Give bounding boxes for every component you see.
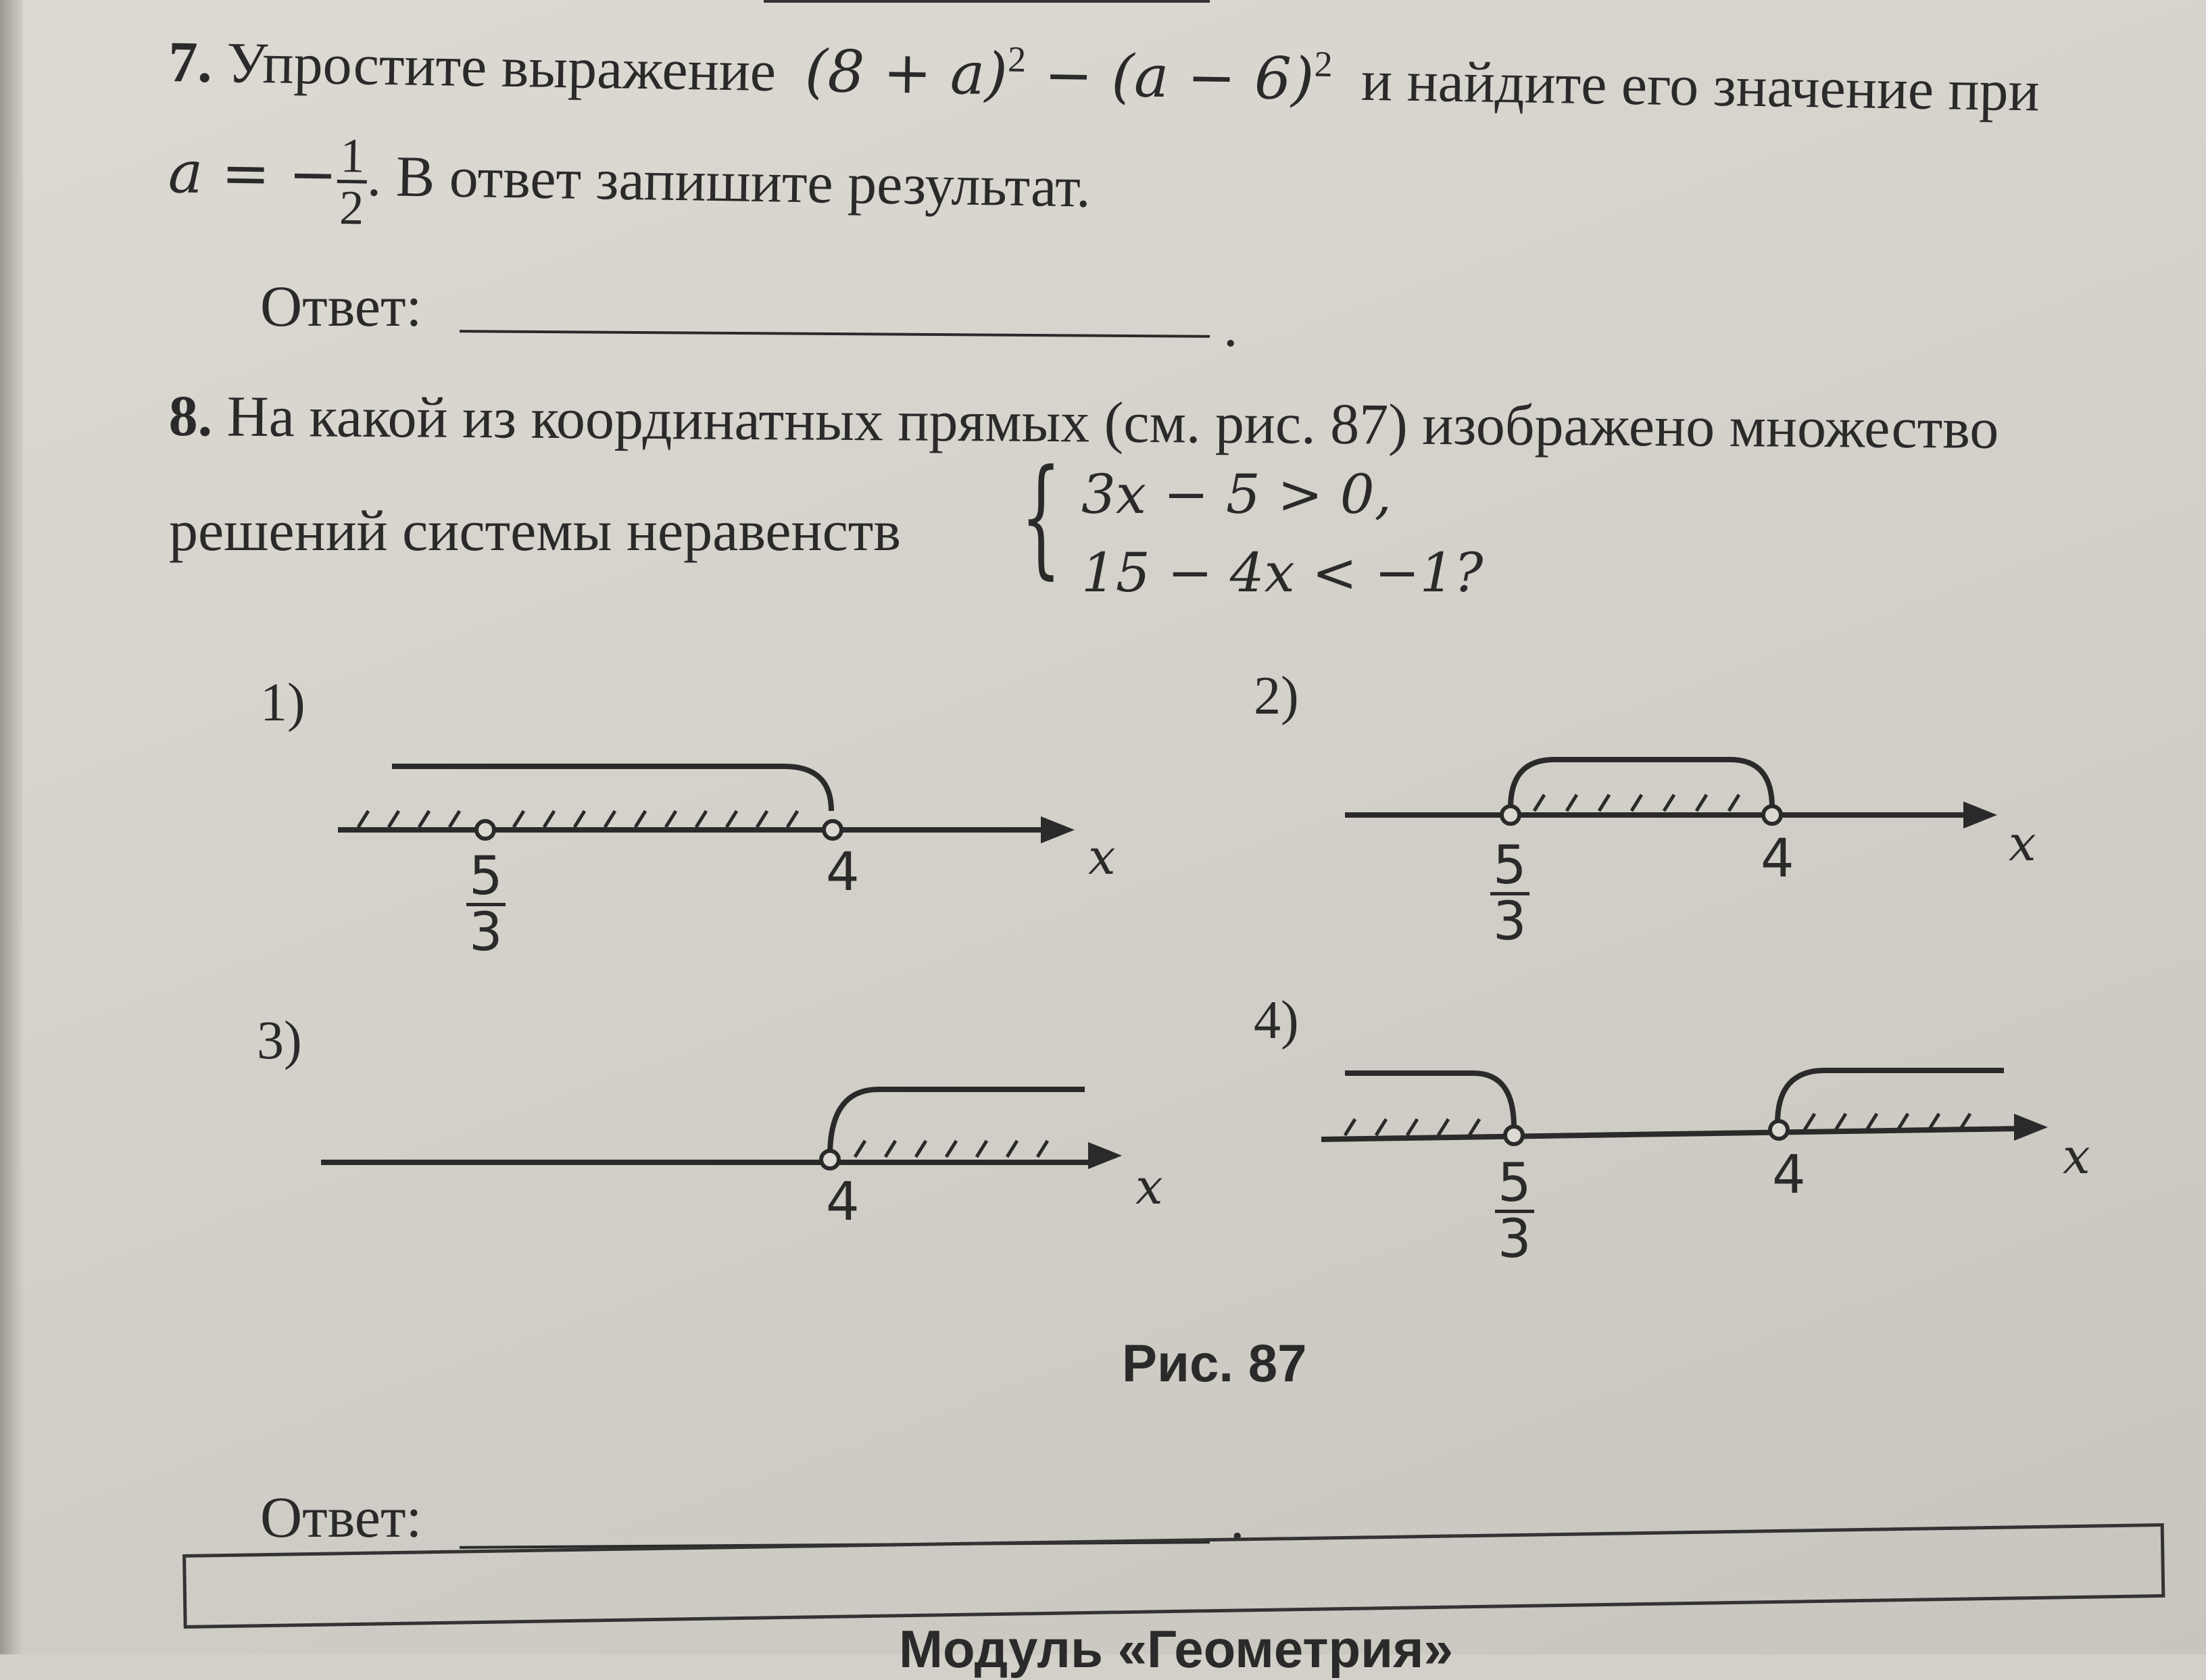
inequality-2: 15 − 4x < −1? (1081, 541, 1484, 604)
problem7-text-end: . В ответ запишите результат. (366, 143, 1092, 220)
option-4-point-a-num: 5 (1495, 1157, 1534, 1213)
problem7-expr1: (8 + a) (804, 37, 1008, 109)
problem7-exp2: 2 (1314, 43, 1333, 85)
option-4-label: 4) (1254, 991, 1299, 1050)
option-2-axis-label: x (2009, 815, 2036, 872)
option-1-label: 1) (260, 673, 305, 733)
problem7-exp1: 2 (1007, 39, 1027, 80)
option-4-point-a-den: 3 (1498, 1209, 1531, 1270)
problem7-text-before: Упростите выражение (226, 30, 777, 104)
option-1-point-a-den: 3 (469, 902, 503, 963)
option-1-point-a (466, 846, 506, 963)
problem7-expr2: (a − 6) (1110, 42, 1315, 114)
option-3-number-line (321, 1089, 1122, 1169)
problem8-text-line1: На какой из координатных прямых (см. рис. 87) изображено множество (226, 383, 1999, 461)
figure-caption: Рис. 87 (1122, 1333, 1307, 1393)
system-brace: { (1021, 442, 1062, 591)
option-2-point-b: 4 (1761, 829, 1794, 889)
option-3-point-b: 4 (826, 1172, 860, 1233)
option-2-number-line (1345, 760, 1997, 829)
option-2-point-a-num: 5 (1490, 839, 1529, 895)
option-1-axis-label: x (1088, 829, 1116, 885)
option-2-point-a-den: 3 (1493, 891, 1527, 952)
option-3-label: 3) (257, 1011, 302, 1070)
problem8-text-line2: решений системы неравенств (169, 498, 901, 563)
problem7-minus: − (1025, 41, 1112, 110)
problem8-answer-dot: . (1230, 1487, 1245, 1552)
option-2-point-a (1490, 835, 1529, 952)
problem7-number: 7. (168, 29, 213, 95)
option-1-point-a-num: 5 (466, 850, 506, 906)
footer-title: Модуль «Геометрия» (899, 1619, 1453, 1679)
problem7-frac-num: 1 (337, 131, 368, 184)
option-4-number-line (1321, 1070, 2048, 1144)
problem7-answer-dot: . (1223, 294, 1238, 359)
option-1-point-b: 4 (826, 842, 860, 903)
option-1-number-line (338, 766, 1075, 843)
problem7-frac-den: 2 (339, 180, 364, 235)
inequality-1: 3x − 5 > 0, (1081, 463, 1392, 526)
option-2-label: 2) (1254, 666, 1299, 726)
problem8-number: 8. (168, 383, 213, 449)
problem8-answer-label: Ответ: (260, 1485, 422, 1550)
option-4-axis-label: x (2063, 1128, 2090, 1185)
option-4-point-a (1495, 1153, 1534, 1270)
option-3-axis-label: x (1135, 1158, 1163, 1215)
option-4-point-b: 4 (1772, 1145, 1806, 1206)
problem7-text-after: и найдите его значение при (1361, 47, 2040, 124)
problem7-answer-label: Ответ: (260, 274, 422, 339)
problem7-var-eq: a = − (168, 139, 338, 209)
